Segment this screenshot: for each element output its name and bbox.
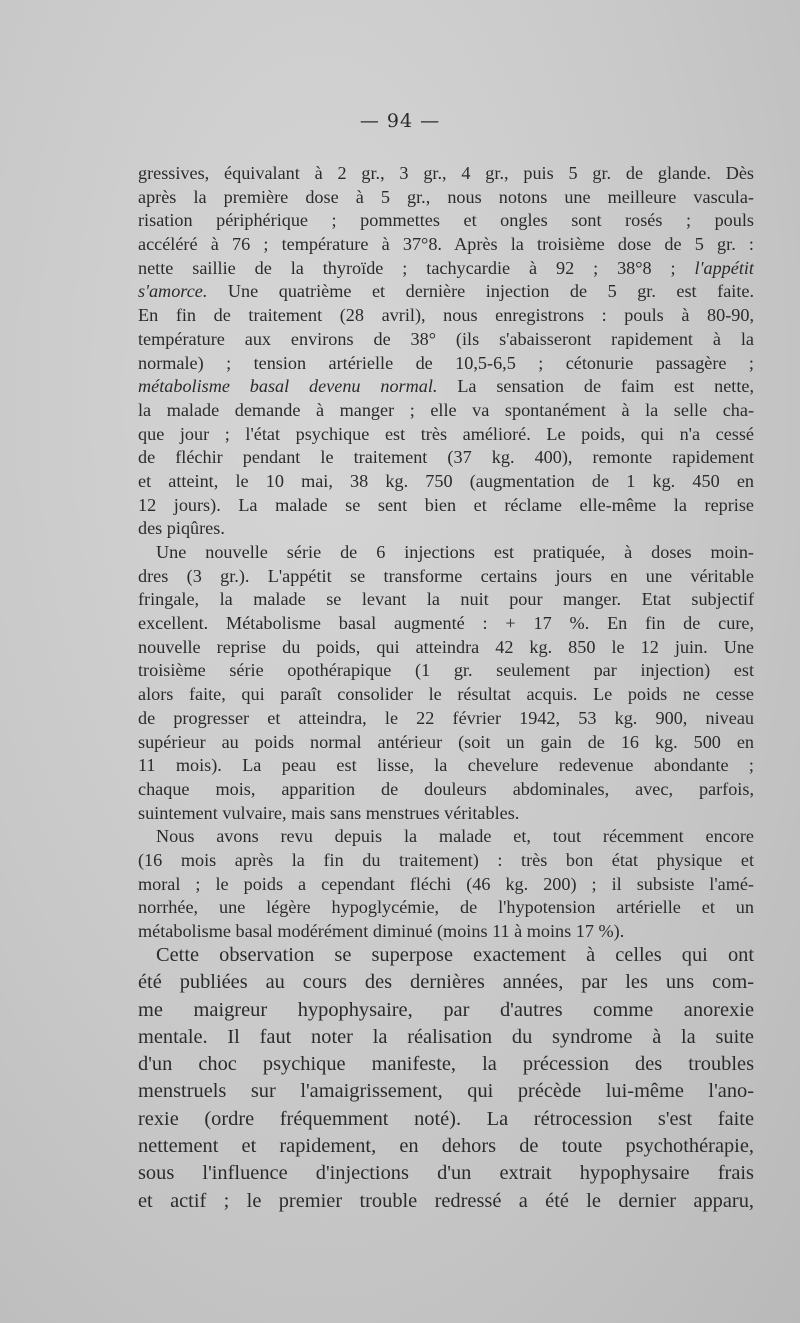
text-line [138,1160,754,1187]
text-line [138,423,754,447]
italic-text: métabolisme basal devenu normal. [138,376,438,397]
line-text: été publiées au cours des dernières années, par les uns com- [138,971,754,994]
line-text: nette saillie de la thyroïde ; tachycardie à 92 ; 38°8 ; [138,257,695,278]
line-text: (16 mois après la fin du traitement) : très bon état physique et [138,849,754,870]
text-line [138,588,754,612]
text-line [138,997,754,1024]
line-text: me maigreur hypophysaire, par d'autres comme anorexie [138,998,754,1021]
text-line [138,328,754,352]
text-line [138,778,754,802]
text-line [138,209,754,233]
line-text: supérieur au poids normal antérieur (soit un gain de 16 kg. 500 en [138,731,754,752]
text-line [138,304,754,328]
text-line [138,517,754,541]
line-text: chaque mois, apparition de douleurs abdominales, avec, parfois, [138,778,754,799]
line-text: Nous avons revu depuis la malade et, tout récemment encore [156,826,754,847]
line-text: La sensation de faim est nette, [437,376,754,397]
line-text: dres (3 gr.). L'appétit se transforme certains jours en une véritable [138,565,754,586]
text-line [138,352,754,376]
text-line [138,969,754,996]
line-text: rexie (ordre fréquemment noté). La rétrocession s'est faite [138,1107,754,1130]
line-text: des piqûres. [138,518,225,539]
line-text: 11 mois). La peau est lisse, la chevelure redevenue abondante ; [138,755,754,776]
text-line [138,1051,754,1078]
text-line [138,565,754,589]
line-text: de fléchir pendant le traitement (37 kg. 400), remonte rapidement [138,447,754,468]
line-text: de progresser et atteindra, le 22 février 1942, 53 kg. 900, niveau [138,707,754,728]
page-number: — 94 — [359,110,441,132]
text-line [138,162,754,186]
line-text: nouvelle reprise du poids, qui atteindra 42 kg. 850 le 12 juin. Une [138,636,754,657]
italic-text: s'amorce. [138,281,208,302]
text-line [138,636,754,660]
line-text: menstruels sur l'amaigrissement, qui précède lui-même l'ano- [138,1080,754,1103]
text-line [138,257,754,281]
line-text: la malade demande à manger ; elle va spontanément à la selle cha- [138,399,754,420]
line-text: et atteint, le 10 mai, 38 kg. 750 (augmentation de 1 kg. 450 en [138,470,754,491]
text-line [138,731,754,755]
text-line [138,707,754,731]
line-text: sous l'influence d'injections d'un extrait hypophysaire frais [138,1162,754,1185]
text-line [138,1106,754,1133]
text-line [138,802,754,826]
text-line [138,541,754,565]
line-text: d'un choc psychique manifeste, la précession des troubles [138,1053,754,1076]
line-text: fringale, la malade se levant la nuit pour manger. Etat subjectif [138,589,754,610]
italic-text: l'appétit [694,257,754,278]
line-text: Une quatrième et dernière injection de 5 gr. est faite. [207,281,754,302]
commentary-text [138,942,754,1215]
text-line [138,942,754,969]
text-line [138,754,754,778]
line-text: moral ; le poids a cependant fléchi (46 kg. 200) ; il subsiste l'amé- [138,873,754,894]
text-line [138,659,754,683]
text-line [138,375,754,399]
text-line [138,896,754,920]
text-line [138,1078,754,1105]
line-text: métabolisme basal modérément diminué (moins 11 à moins 17 %). [138,921,625,941]
text-line [138,873,754,897]
text-line [138,1133,754,1160]
line-text: Une nouvelle série de 6 injections est pratiquée, à doses moin- [156,542,754,562]
text-line [138,849,754,873]
line-text: En fin de traitement (28 avril), nous enregistrons : pouls à 80-90, [138,305,754,326]
line-text: norrhée, une légère hypoglycémie, de l'hypotension artérielle et un [138,897,754,918]
line-text: gressives, équivalant à 2 gr., 3 gr., 4 gr., puis 5 gr. de glande. Dès [138,163,754,183]
text-line [138,399,754,423]
line-text: après la première dose à 5 gr., nous notons une meilleure vascula- [138,186,754,207]
line-text: accéléré à 76 ; température à 37°8. Après la troisième dose de 5 gr. : [138,234,754,255]
observation-text [138,162,754,944]
text-line [138,446,754,470]
text-line [138,683,754,707]
line-text: normale) ; tension artérielle de 10,5-6,5 ; cétonurie passagère ; [138,352,754,373]
line-text: température aux environs de 38° (ils s'abaisseront rapidement à la [138,328,754,349]
line-text: nettement et rapidement, en dehors de toute psychothérapie, [138,1135,754,1158]
text-line [138,612,754,636]
line-text: alors faite, qui paraît consolider le résultat acquis. Le poids ne cesse [138,684,754,705]
line-text: 12 jours). La malade se sent bien et réclame elle-même la reprise [138,494,754,515]
text-line [138,470,754,494]
text-line [138,825,754,849]
text-line [138,494,754,518]
line-text: excellent. Métabolisme basal augmenté : + 17 %. En fin de cure, [138,613,754,634]
text-line [138,280,754,304]
text-line [138,920,754,944]
line-text: risation périphérique ; pommettes et ongles sont rosés ; pouls [138,210,754,231]
text-line [138,1024,754,1051]
line-text: Cette observation se superpose exactement à celles qui ont [156,944,754,966]
line-text: suintement vulvaire, mais sans menstrues véritables. [138,802,520,823]
line-text: mentale. Il faut noter la réalisation du syndrome à la suite [138,1025,754,1048]
line-text: et actif ; le premier trouble redressé a été le dernier apparu, [138,1189,754,1212]
text-line [138,233,754,257]
text-line [138,1188,754,1215]
line-text: que jour ; l'état psychique est très amélioré. Le poids, qui n'a cessé [138,423,754,444]
text-line [138,186,754,210]
line-text: troisième série opothérapique (1 gr. seulement par injection) est [138,660,754,681]
